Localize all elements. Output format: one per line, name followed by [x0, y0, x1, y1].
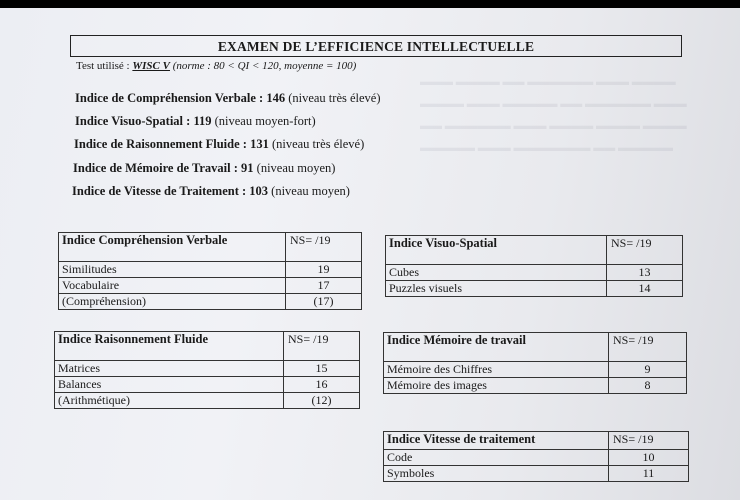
- subtest-label: Code: [384, 450, 609, 466]
- subtest-score: 10: [609, 450, 689, 466]
- subtest-label: Similitudes: [59, 262, 286, 278]
- table-header-row: [384, 333, 687, 362]
- index-summary-line: [74, 137, 364, 152]
- table-header-ns: NS= /19: [286, 233, 362, 262]
- subtest-label: Cubes: [386, 265, 607, 281]
- table-header-label: Indice Mémoire de travail: [384, 333, 609, 362]
- index-level: (niveau moyen): [256, 161, 336, 175]
- document-page: [0, 8, 740, 500]
- test-prefix: Test utilisé :: [76, 60, 130, 72]
- subtest-label: Puzzles visuels: [386, 281, 607, 297]
- bleed-through-text: ▬▬▬▬ ▬▬▬ ▬▬▬▬▬ ▬▬ ▬▬▬▬▬▬ ▬▬▬: [420, 98, 687, 110]
- subtest-label: Balances: [55, 377, 284, 393]
- index-label: Indice Visuo-Spatial :: [75, 114, 191, 128]
- index-score: 119: [193, 114, 212, 128]
- test-name: WISC V: [132, 60, 170, 72]
- subtest-score: 19: [286, 262, 362, 278]
- table-header-ns: NS= /19: [607, 236, 683, 265]
- subtest-score: 15: [284, 361, 360, 377]
- test-used-line: [76, 60, 356, 72]
- subtest-score: 11: [609, 466, 689, 482]
- index-label: Indice de Mémoire de Travail :: [73, 161, 238, 175]
- table-row: [59, 294, 362, 310]
- table-header-row: [59, 233, 362, 262]
- index-score: 131: [250, 137, 269, 151]
- table-header-row: [55, 332, 360, 361]
- table-memoire-travail: [383, 332, 687, 394]
- subtest-score: 8: [609, 378, 687, 394]
- subtest-score: 13: [607, 265, 683, 281]
- table-row: [386, 265, 683, 281]
- subtest-label: Matrices: [55, 361, 284, 377]
- bleed-through-text: ▬▬▬ ▬▬▬▬ ▬▬ ▬▬▬▬▬▬ ▬▬▬ ▬▬▬▬: [420, 76, 676, 88]
- table-row: [55, 393, 360, 409]
- table-header-label: Indice Raisonnement Fluide: [55, 332, 284, 361]
- bleed-through-text: ▬▬ ▬▬▬▬▬▬ ▬▬▬ ▬▬▬▬ ▬▬▬▬ ▬▬▬▬: [420, 120, 687, 132]
- document-title: EXAMEN DE L’EFFICIENCE INTELLECTUELLE: [70, 35, 682, 57]
- index-summary-line: [75, 114, 316, 129]
- table-header-label: Indice Vitesse de traitement: [384, 432, 609, 450]
- table-header-label: Indice Visuo-Spatial: [386, 236, 607, 265]
- table-vitesse-traitement: [383, 431, 689, 482]
- table-row: [55, 377, 360, 393]
- subtest-label: Symboles: [384, 466, 609, 482]
- subtest-score: 17: [286, 278, 362, 294]
- subtest-score: 16: [284, 377, 360, 393]
- index-score: 103: [249, 184, 269, 198]
- index-label: Indice de Vitesse de Traitement :: [72, 184, 247, 198]
- table-row: [384, 378, 687, 394]
- subtest-label: (Compréhension): [59, 294, 286, 310]
- table-comprehension-verbale: [58, 232, 362, 310]
- index-label: Indice de Compréhension Verbale :: [75, 91, 264, 105]
- index-score: 146: [266, 91, 286, 105]
- index-label: Indice de Raisonnement Fluide :: [74, 137, 247, 151]
- table-row: [384, 362, 687, 378]
- index-level: (niveau moyen): [271, 184, 350, 198]
- subtest-score: (12): [284, 393, 360, 409]
- table-header-ns: NS= /19: [609, 432, 689, 450]
- index-level: (niveau moyen-fort): [214, 114, 316, 128]
- table-row: [59, 278, 362, 294]
- subtest-label: (Arithmétique): [55, 393, 284, 409]
- table-visuo-spatial: [385, 235, 683, 297]
- index-level: (niveau très élevé): [271, 137, 365, 151]
- subtest-label: Vocabulaire: [59, 278, 286, 294]
- table-header-row: [384, 432, 689, 450]
- index-summary-line: [72, 184, 350, 199]
- table-row: [386, 281, 683, 297]
- table-row: [384, 450, 689, 466]
- table-row: [59, 262, 362, 278]
- table-header-ns: NS= /19: [284, 332, 360, 361]
- table-row: [55, 361, 360, 377]
- index-summary-line: [73, 161, 335, 176]
- bleed-through-text: ▬▬▬▬▬ ▬▬▬ ▬▬▬▬▬▬▬ ▬▬ ▬▬▬▬▬: [420, 142, 673, 154]
- index-score: 91: [241, 161, 254, 175]
- subtest-score: (17): [286, 294, 362, 310]
- subtest-score: 14: [607, 281, 683, 297]
- index-level: (niveau très élevé): [288, 91, 381, 105]
- table-header-ns: NS= /19: [609, 333, 687, 362]
- table-raisonnement-fluide: [54, 331, 360, 409]
- subtest-label: Mémoire des Chiffres: [384, 362, 609, 378]
- table-header-label: Indice Compréhension Verbale: [59, 233, 286, 262]
- test-norme: (norme : 80 < QI < 120, moyenne = 100): [172, 60, 357, 72]
- index-summary-line: [75, 91, 381, 106]
- table-row: [384, 466, 689, 482]
- subtest-score: 9: [609, 362, 687, 378]
- table-header-row: [386, 236, 683, 265]
- subtest-label: Mémoire des images: [384, 378, 609, 394]
